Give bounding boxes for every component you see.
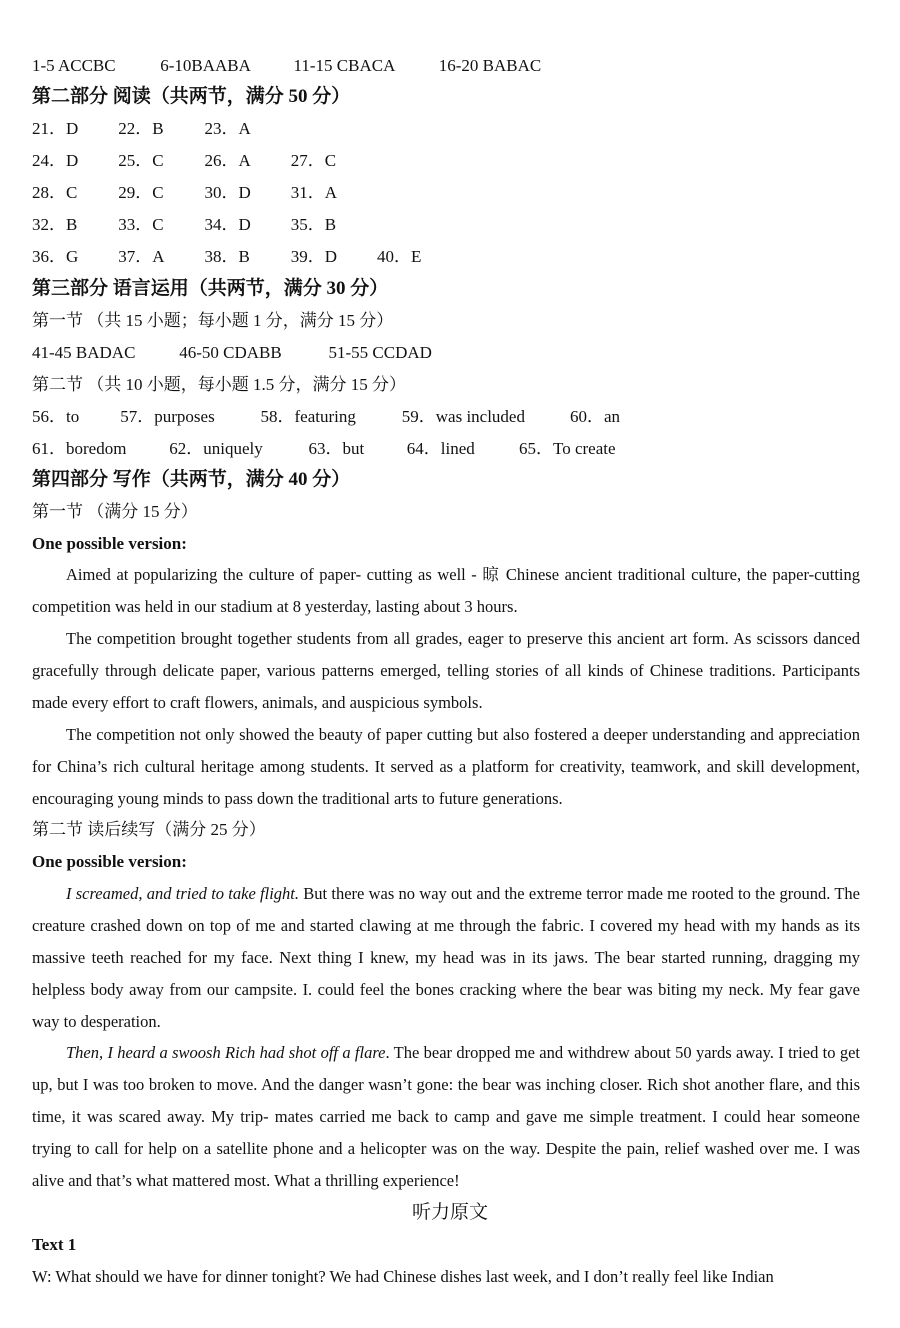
part2-row <box>32 214 373 236</box>
part2-heading: 第二部分 阅读（共两节，满分 50 分） <box>32 86 351 107</box>
answer-item: 36．G <box>32 247 79 266</box>
version-label: One possible version: <box>32 852 187 871</box>
answer-item: 40．E <box>377 247 422 266</box>
answer-item: 62．uniquely <box>169 439 263 458</box>
answer-group: 11-15 CBACA <box>293 56 396 75</box>
answer-item: 21．D <box>32 119 79 138</box>
answer-item: 64．lined <box>406 439 475 458</box>
answer-item: 27．C <box>290 151 337 170</box>
version-label: One possible version: <box>32 534 187 553</box>
answer-item: 37．A <box>118 247 165 266</box>
answer-item: 57．purposes <box>120 407 215 426</box>
answer-group: 16-20 BABAC <box>438 56 542 75</box>
part2-row <box>32 182 373 204</box>
part3-section2-row <box>32 438 616 460</box>
answer-item: 65．To create <box>519 439 616 458</box>
essay2-body: . The bear dropped me and withdrew about 50 yards away. I tried to get up, but I was too broken to move. And the danger wasn’t gone: the bear was inching closer. Rich shot another flare, and this time, it was scared away. My trip- mates carried me back to camp and gave me simple treatment. I could hear someone trying to call for help on a satellite phone and a helicopter was on the way. Despite the pain, relief washed over me. I was alive and that’s what mattered most. What a thrilling experience! <box>32 1043 860 1190</box>
answer-item: 34．D <box>204 215 251 234</box>
answer-group: 1-5 ACCBC <box>32 56 116 75</box>
answer-group: 6-10BAABA <box>160 56 251 75</box>
part3-section2-title: 第二节 （共 10 小题，每小题 1.5 分，满分 15 分） <box>32 375 406 394</box>
answer-item: 23．A <box>204 119 251 138</box>
answer-item: 38．B <box>204 247 250 266</box>
answer-item: 39．D <box>290 247 338 266</box>
part2-row <box>32 150 373 172</box>
essay1-paragraph: The competition not only showed the beauty of paper cutting but also fostered a deeper understanding and appreciation for China’s rich cultural heritage among students. It served as a platform for creativity, teamwork, and skill development, encouraging young minds to pass down the traditional arts to future generations. <box>32 725 860 808</box>
answer-item: 63．but <box>308 439 365 458</box>
part1-answers <box>32 55 541 77</box>
answer-item: 58．featuring <box>260 407 356 426</box>
answer-item: 30．D <box>204 183 251 202</box>
answer-group: 46-50 CDABB <box>179 343 282 362</box>
answer-item: 22．B <box>118 119 164 138</box>
text1-line: W: What should we have for dinner tonight? We had Chinese dishes last week, and I don’t really feel like Indian <box>32 1267 774 1286</box>
answer-item: 61．boredom <box>32 439 127 458</box>
essay2-paragraph <box>32 878 860 1038</box>
part4-section1-title: 第一节 （满分 15 分） <box>32 502 198 521</box>
answer-item: 25．C <box>118 151 164 170</box>
essay2-lead-sentence: Then, I heard a swoosh Rich had shot off a flare <box>66 1043 386 1062</box>
answer-item: 28．C <box>32 183 78 202</box>
answer-item: 33．C <box>118 215 164 234</box>
essay1-paragraph: Aimed at popularizing the culture of paper- cutting as well - 晾 Chinese ancient traditional culture, the paper-cutting competition was held in our stadium at 8 yesterday, lasting about 3 hours. <box>32 565 860 616</box>
answer-group: 51-55 CCDAD <box>328 343 432 362</box>
answer-item: 60．an <box>570 407 621 426</box>
essay1-paragraph: The competition brought together students from all grades, eager to preserve this ancient art form. As scissors danced gracefully through delicate paper, various patterns emerged, telling stories of all kinds of Chinese traditions. Participants made every effort to craft flowers, animals, and auspicious symbols. <box>32 629 860 712</box>
answer-item: 59．was included <box>401 407 525 426</box>
answer-item: 31．A <box>290 183 338 202</box>
answer-item: 32．B <box>32 215 78 234</box>
essay2-paragraph <box>32 1037 860 1197</box>
answer-group: 41-45 BADAC <box>32 343 136 362</box>
part3-section1-title: 第一节 （共 15 小题；每小题 1 分，满分 15 分） <box>32 311 394 330</box>
part4-heading: 第四部分 写作（共两节，满分 40 分） <box>32 469 351 490</box>
part3-section2-row <box>32 406 620 428</box>
text1-label: Text 1 <box>32 1235 77 1254</box>
answer-item: 35．B <box>290 215 337 234</box>
essay2-lead-sentence: I screamed, and tried to take flight. <box>66 884 299 903</box>
answer-item: 26．A <box>204 151 251 170</box>
part3-section1-answers <box>32 342 432 364</box>
part4-section2-title: 第二节 读后续写（满分 25 分） <box>32 820 266 839</box>
part2-row <box>32 118 287 140</box>
answer-item: 24．D <box>32 151 79 170</box>
part3-heading: 第三部分 语言运用（共两节，满分 30 分） <box>32 278 389 299</box>
listening-title: 听力原文 <box>411 1202 488 1223</box>
answer-item: 56．to <box>32 407 80 426</box>
essay2-body: But there was no way out and the extreme terror made me rooted to the ground. The creature crashed down on top of me and started clawing at me through the fabric. I covered my head with my hands as its massive teeth reached for my face. Next thing I knew, my head was in its jaws. The bear started running, dragging my helpless body away from our campsite. I. could feel the bones cracking where the bear was biting my neck. My fear gave way to desperation. <box>32 884 860 1031</box>
answer-item: 29．C <box>118 183 164 202</box>
part2-row <box>32 246 459 268</box>
